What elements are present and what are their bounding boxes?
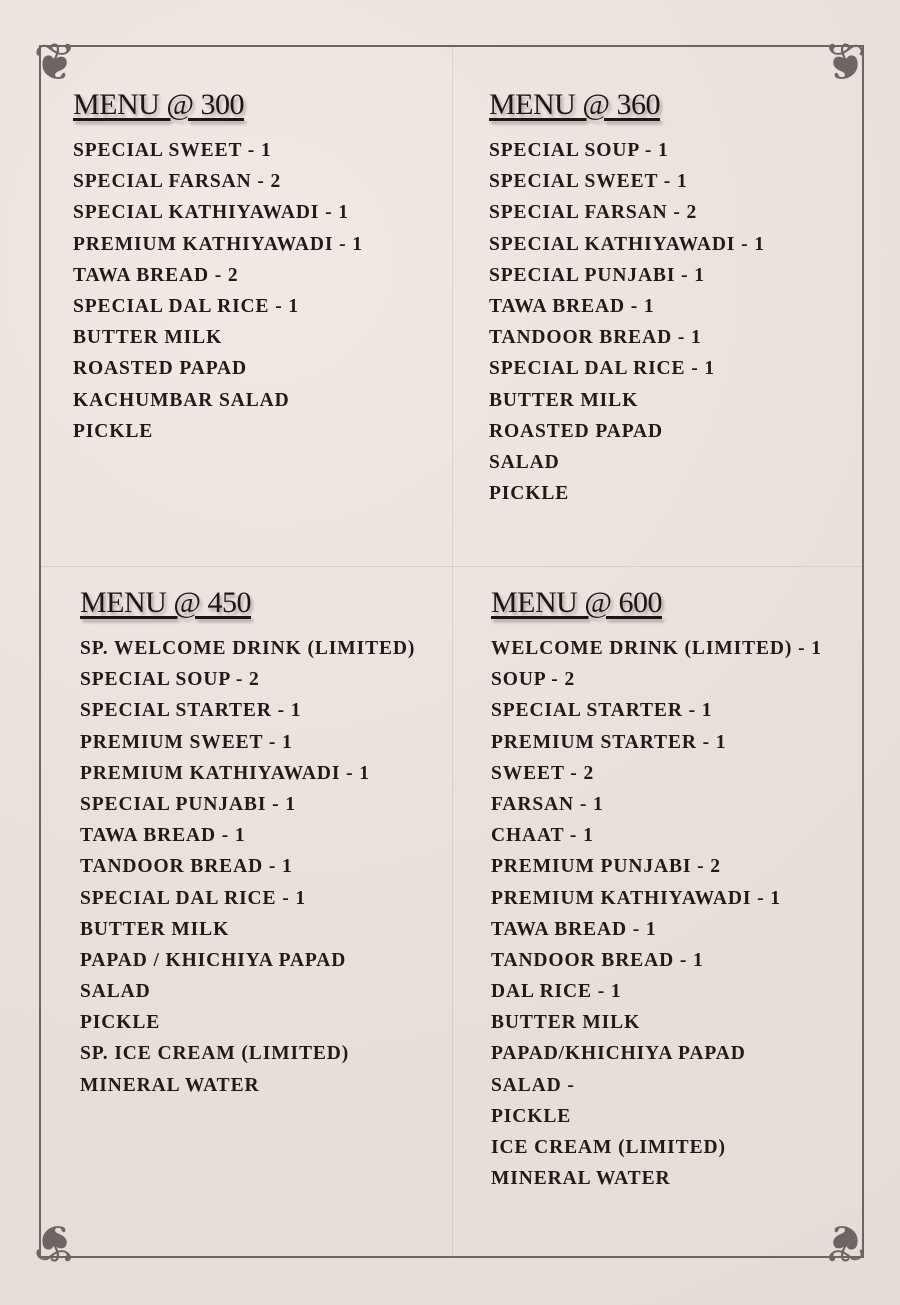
menu-item: SPECIAL DAL RICE - 1 <box>80 887 307 909</box>
menu-item: TANDOOR BREAD - 1 <box>80 856 293 878</box>
row-divider <box>41 566 862 567</box>
menu-item: SALAD - <box>491 1074 575 1096</box>
menu-item: SALAD <box>80 981 151 1003</box>
menu-item: SPECIAL SWEET - 1 <box>489 171 688 193</box>
menu-item: PICKLE <box>73 420 154 442</box>
menu-item: SOUP - 2 <box>491 669 576 691</box>
menu-item: SPECIAL SWEET - 1 <box>73 140 272 161</box>
menu-item: ROASTED PAPAD <box>73 358 248 380</box>
menu-item: PREMIUM KATHIYAWADI - 1 <box>80 762 370 784</box>
menu-item: MINERAL WATER <box>491 1168 671 1190</box>
menu-item: TAWA BREAD - 1 <box>491 918 657 940</box>
menu-item: PAPAD / KHICHIYA PAPAD <box>80 949 347 971</box>
menu-360-section <box>489 85 765 509</box>
menu-item: SPECIAL SOUP - 1 <box>489 140 669 161</box>
menu-item: SPECIAL PUNJABI - 1 <box>489 264 705 286</box>
menu-item: BUTTER MILK <box>491 1012 641 1034</box>
menu-item: SPECIAL DAL RICE - 1 <box>489 358 716 380</box>
menu-item: SPECIAL FARSAN - 2 <box>489 202 698 224</box>
menu-item: SPECIAL KATHIYAWADI - 1 <box>489 233 765 255</box>
menu-item: WELCOME DRINK (LIMITED) - 1 <box>491 638 822 659</box>
menu-item: TANDOOR BREAD - 1 <box>489 327 702 349</box>
menu-items <box>73 135 363 447</box>
menu-600-section <box>491 583 822 1194</box>
menu-item: TAWA BREAD - 1 <box>80 825 246 847</box>
menu-item: CHAAT - 1 <box>491 825 594 847</box>
menu-item: PREMIUM KATHIYAWADI - 1 <box>73 233 363 255</box>
menu-title: MENU @ 360 <box>489 88 660 121</box>
menu-450-section <box>80 583 415 1101</box>
menu-item: PREMIUM KATHIYAWADI - 1 <box>491 887 781 909</box>
corner-ornament-icon: ❦ <box>33 33 77 93</box>
menu-item: SPECIAL FARSAN - 2 <box>73 171 282 193</box>
menu-item: SPECIAL DAL RICE - 1 <box>73 295 300 317</box>
menu-item: PREMIUM SWEET - 1 <box>80 731 293 753</box>
menu-item: KACHUMBAR SALAD <box>73 389 290 411</box>
menu-item: DAL RICE - 1 <box>491 981 622 1003</box>
menu-item: TANDOOR BREAD - 1 <box>491 949 704 971</box>
menu-title: MENU @ 600 <box>491 586 662 619</box>
menu-title: MENU @ 300 <box>73 88 244 121</box>
menu-item: SALAD <box>489 451 560 473</box>
corner-ornament-icon: ❦ <box>823 1212 867 1272</box>
menu-item: SWEET - 2 <box>491 762 595 784</box>
menu-300-section <box>73 85 363 447</box>
menu-item: TAWA BREAD - 2 <box>73 264 239 286</box>
menu-items <box>491 633 822 1194</box>
menu-item: PICKLE <box>491 1105 572 1127</box>
menu-item: SPECIAL KATHIYAWADI - 1 <box>73 202 349 224</box>
menu-item: ICE CREAM (LIMITED) <box>491 1137 726 1158</box>
menu-item: ROASTED PAPAD <box>489 420 664 442</box>
menu-item: SP. ICE CREAM (LIMITED) <box>80 1043 350 1065</box>
menu-items <box>489 135 765 509</box>
column-divider <box>452 47 453 1257</box>
menu-item: BUTTER MILK <box>73 327 223 349</box>
menu-item: SPECIAL STARTER - 1 <box>491 700 713 722</box>
menu-item: PREMIUM STARTER - 1 <box>491 731 727 753</box>
menu-item: BUTTER MILK <box>80 918 230 940</box>
menu-item: TAWA BREAD - 1 <box>489 295 655 317</box>
corner-ornament-icon: ❦ <box>33 1212 77 1272</box>
menu-item: MINERAL WATER <box>80 1074 260 1096</box>
menu-item: SPECIAL STARTER - 1 <box>80 700 302 722</box>
menu-title: MENU @ 450 <box>80 586 251 619</box>
menu-item: SPECIAL PUNJABI - 1 <box>80 793 296 815</box>
menu-item: SPECIAL SOUP - 2 <box>80 669 260 691</box>
menu-item: PICKLE <box>80 1012 161 1034</box>
menu-item: PREMIUM PUNJABI - 2 <box>491 856 721 878</box>
menu-item: BUTTER MILK <box>489 389 639 411</box>
menu-item: FARSAN - 1 <box>491 793 604 815</box>
menu-item: PICKLE <box>489 483 570 505</box>
menu-item: PAPAD/KHICHIYA PAPAD <box>491 1043 746 1065</box>
corner-ornament-icon: ❦ <box>823 33 867 93</box>
menu-items <box>80 633 415 1101</box>
menu-item: SP. WELCOME DRINK (LIMITED) <box>80 638 416 659</box>
